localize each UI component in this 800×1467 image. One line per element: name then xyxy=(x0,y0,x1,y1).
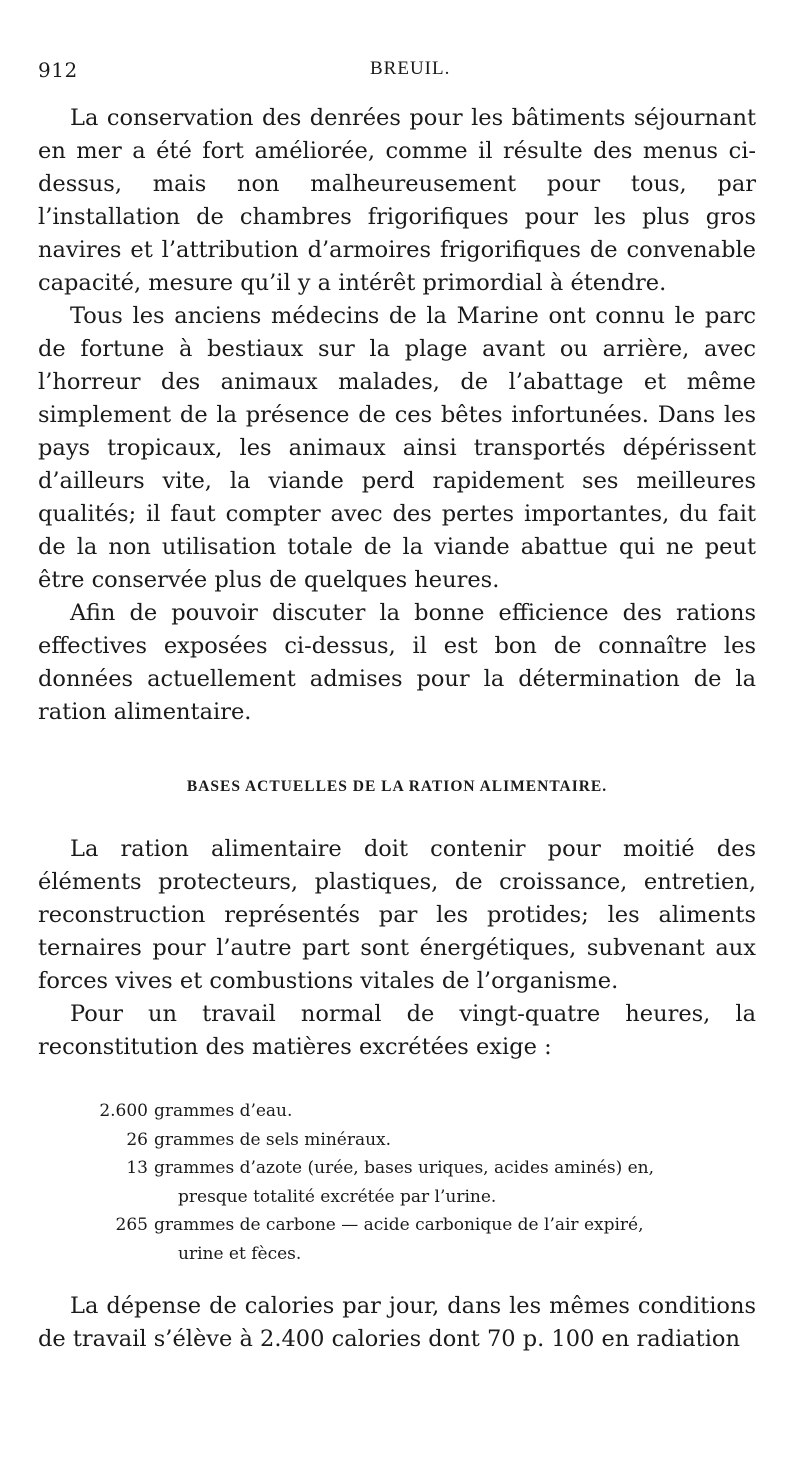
paragraph-bestiaux: Tous les anciens médecins de la Marine ont connu le parc de fortune à bestiaux sur la plage avant ou arrière, avec l’horreur des animaux malades, de l’abattage et même simplement de la présence de ces bêtes infortunées. Dans les pays tropicaux, les animaux ainsi transportés dépérissent d’ailleurs vite, la viande perd rapidement ses meilleures qualités; il faut compter avec des pertes importantes, du fait de la non utilisation totale de la viande abattue qui ne peut être conservée plus de quelques heures. xyxy=(38,303,756,593)
list-text: grammes d’azote (urée, bases uriques, acides aminés) en, xyxy=(154,1158,655,1178)
list-quantity: 2.600 xyxy=(99,1101,148,1121)
list-text: grammes de carbone — acide carbonique de l’air expiré, xyxy=(154,1215,644,1235)
list-text: grammes de sels minéraux. xyxy=(154,1129,392,1150)
running-head: BREUIL. xyxy=(370,58,451,79)
body-bottom xyxy=(38,1290,756,1356)
page-header xyxy=(38,58,756,86)
body-top xyxy=(38,102,756,729)
list-quantity: 26 xyxy=(126,1129,148,1150)
list-item xyxy=(38,1126,756,1155)
list-continuation: presque totalité excrétée par l’urine. xyxy=(178,1186,497,1207)
list-continuation: urine et fèces. xyxy=(178,1243,302,1264)
list-quantity: 265 xyxy=(115,1215,148,1235)
list-item xyxy=(38,1154,756,1183)
list-item xyxy=(38,1097,756,1126)
paragraph-efficience: Afin de pouvoir discuter la bonne efficience des rations effectives exposées ci-dessus, il est bon de connaître les données actuellement admises pour la détermination de la ration alimentaire. xyxy=(38,600,756,725)
paragraph-travail: Pour un travail normal de vingt-quatre heures, la reconstitution des matières excrétées exige : xyxy=(38,1001,756,1060)
list-item xyxy=(38,1211,756,1240)
requirements-list xyxy=(38,1097,756,1268)
paragraph-calories: La dépense de calories par jour, dans les mêmes conditions de travail s’élève à 2.400 calories dont 70 p. 100 en radiation xyxy=(38,1293,756,1352)
section-title: BASES ACTUELLES DE LA RATION ALIMENTAIRE. xyxy=(186,778,608,795)
body-middle xyxy=(38,833,756,1064)
list-text: grammes d’eau. xyxy=(154,1101,293,1121)
page-number: 912 xyxy=(38,58,78,82)
paragraph-conservation: La conservation des denrées pour les bâtiments séjournant en mer a été fort améliorée, comme il résulte des menus ci-dessus, mais non malheureusement pour tous, par l’installation de chambres frigorifiques pour les plus gros navires et l’attribution d’armoires frigorifiques de convenable capacité, mesure qu’il y a intérêt primordial à étendre. xyxy=(38,105,756,296)
list-quantity: 13 xyxy=(126,1158,148,1178)
paragraph-ration: La ration alimentaire doit contenir pour moitié des éléments protecteurs, plastiques, de croissance, entretien, reconstruction représentés par les protides; les aliments ternaires pour l’autre part sont énergétiques, subvenant aux forces vives et combustions vitales de l’organisme. xyxy=(38,836,756,994)
